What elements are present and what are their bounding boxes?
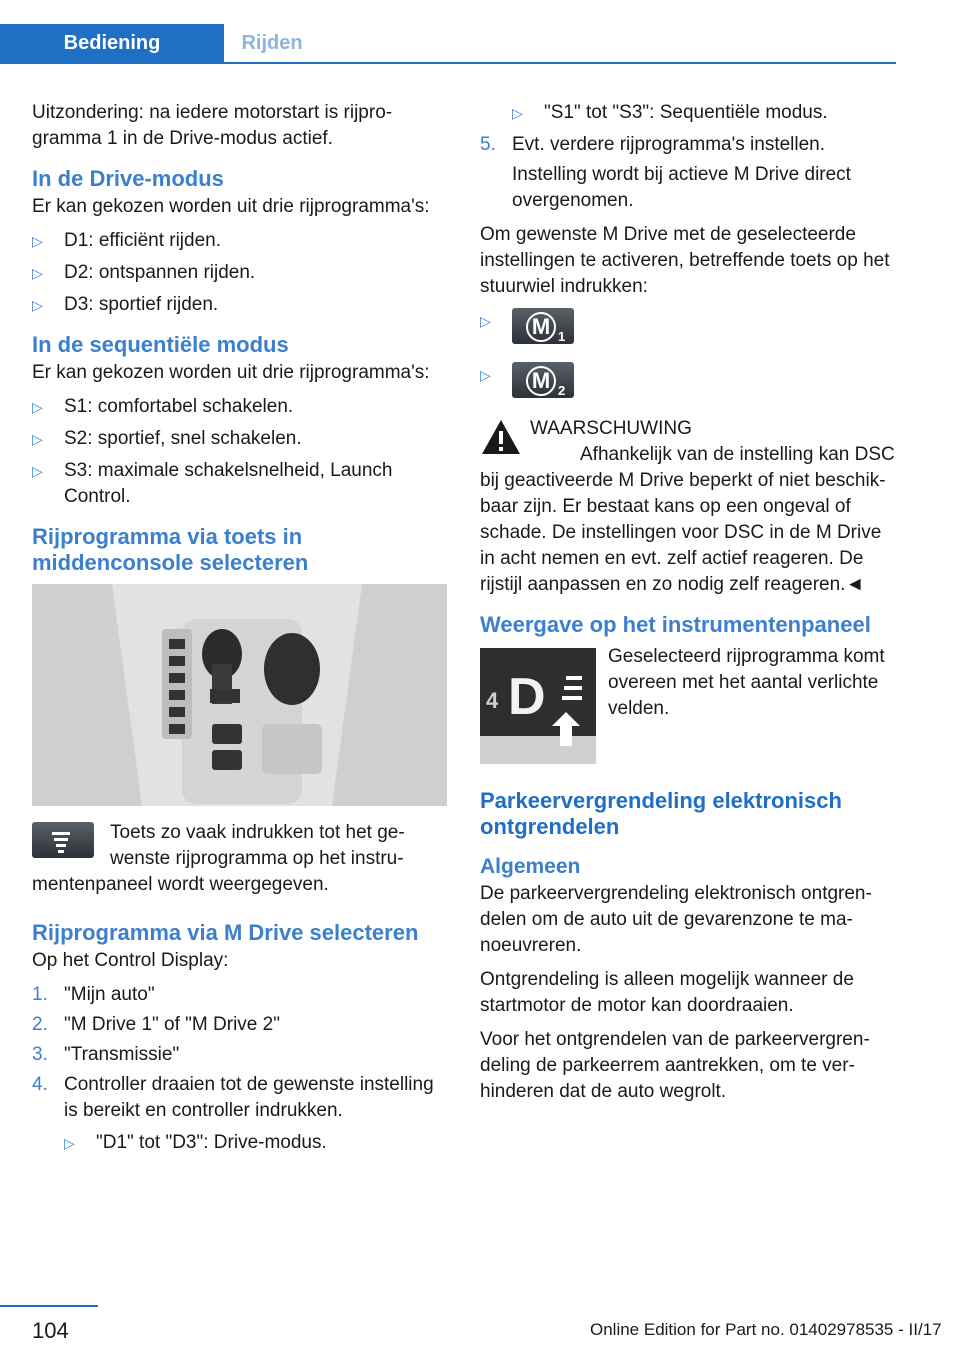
tab-bediening[interactable]: Bediening: [0, 24, 224, 62]
right-column: [480, 100, 898, 1113]
step4-sublist: [64, 1130, 450, 1156]
list-item: 5. Evt. verdere rijprogramma's instellen.: [480, 134, 826, 155]
intro-paragraph: Uitzondering: na iedere motorstart is rijprogramma 1 in de Drive-modus actief.: [32, 102, 393, 149]
drive-list: [32, 228, 450, 318]
center-console-image: [32, 584, 447, 806]
header-tabs: [0, 24, 896, 64]
sequential-heading: In de sequentiële modus: [32, 332, 289, 357]
m-drive-intro: Op het Control Display:: [32, 950, 229, 971]
general-paragraph-2: Ontgrendeling is alleen mogelijk wanneer de startmotor de motor kan doordraaien.: [480, 969, 854, 1016]
drive-heading: In de Drive-modus: [32, 166, 224, 191]
display-row: [480, 644, 898, 772]
drive-mode-button-icon: [32, 822, 94, 858]
m-drive-activate-text: Om gewenste M Drive met de geselecteerde instellingen te activeren, betreffende toets op het stuurwiel indrukken:: [480, 224, 890, 297]
list-item: ▷ "D1" tot "D3": Drive-modus.: [64, 1130, 450, 1156]
page-number: 104: [32, 1318, 69, 1343]
list-item: 2. "M Drive 1" of "M Drive 2": [32, 1014, 280, 1035]
step4-sublist-continued: [480, 100, 898, 126]
triangle-bullet-icon: ▷: [32, 463, 43, 479]
list-item: ▷ "S1" tot "S3": Sequentiële modus.: [512, 100, 898, 126]
m-drive-steps: [32, 982, 450, 1156]
warning-triangle-icon: [480, 418, 522, 456]
triangle-bullet-icon: ▷: [480, 313, 491, 329]
list-item: ▷ S3: maximale schakelsnelheid, Launch Control.: [32, 460, 393, 507]
triangle-bullet-icon: ▷: [32, 399, 43, 415]
triangle-bullet-icon: ▷: [32, 265, 43, 281]
general-paragraph-3: Voor het ontgrendelen van de parkeervergrendeling de parkeerrem aantrekken, om te verhinderen dat de auto wegrolt.: [480, 1029, 870, 1102]
triangle-bullet-icon: ▷: [64, 1135, 75, 1151]
list-item: [480, 308, 898, 356]
list-item: ▷ S2: sportief, snel schakelen.: [32, 426, 450, 452]
list-item: ▷ D2: ontspannen rijden.: [32, 260, 450, 286]
footer-rule: [0, 1305, 98, 1307]
triangle-bullet-icon: ▷: [480, 367, 491, 383]
drive-intro: Er kan gekozen worden uit drie rijprogramma's:: [32, 196, 430, 217]
list-item: 4. Controller draaien tot de gewenste instelling is bereikt en controller indrukken. ▷ "D1" tot "D3": Drive-modus.: [32, 1072, 450, 1156]
general-heading: Algemeen: [480, 855, 581, 878]
svg-text:D: D: [508, 668, 546, 726]
m-drive-heading: Rijprogramma via M Drive selecteren: [32, 920, 419, 945]
console-button-row: [32, 820, 450, 906]
display-text: Geselecteerd rijprogramma komt overeen met het aantal verlichte velden.: [608, 646, 885, 719]
list-item: ▷ S1: comfortabel schakelen.: [32, 394, 450, 420]
display-heading: Weergave op het instrumentenpaneel: [480, 612, 871, 637]
parking-lock-heading: Parkeervergrendeling elektronisch ontgrendelen: [480, 788, 842, 839]
warning-title: WAARSCHUWING: [530, 418, 692, 439]
svg-text:4: 4: [486, 688, 499, 713]
console-text: Toets zo vaak indrukken tot het gewenste rijprogramma op het instrumentenpaneel wordt weergegeven.: [32, 822, 405, 895]
triangle-bullet-icon: ▷: [32, 297, 43, 313]
step5-extra: Instelling wordt bij actieve M Drive direct overgenomen.: [512, 164, 851, 211]
warning-block: [480, 416, 898, 598]
edition-text: Online Edition for Part no. 01402978535 - II/17: [590, 1320, 942, 1339]
warning-text: Afhankelijk van de instelling kan DSC bij geactiveerde M Drive beperkt of niet beschikbaar zijn. Er bestaat kans op een ongeval of schade. De instellingen voor DSC in de M Drive in acht nemen en evt. zelf actief reageren. De rijstijl aanpassen en zo nodig zelf reageren.◄: [480, 444, 895, 595]
sequential-list: [32, 394, 450, 510]
m-button-list: [480, 308, 898, 410]
general-paragraph-1: De parkeervergrendeling elektronisch ontgrendelen om de auto uit de gevarenzone te manoeuvreren.: [480, 883, 872, 956]
console-heading: Rijprogramma via toets in middenconsole selecteren: [32, 524, 309, 575]
list-item: 1. "Mijn auto": [32, 984, 155, 1005]
m1-button-icon: M 1: [512, 308, 574, 344]
instrument-display-image: [480, 648, 596, 764]
triangle-bullet-icon: ▷: [32, 431, 43, 447]
list-item: ▷ D1: efficiënt rijden.: [32, 228, 450, 254]
m2-button-icon: M 2: [512, 362, 574, 398]
sequential-intro: Er kan gekozen worden uit drie rijprogramma's:: [32, 362, 430, 383]
triangle-bullet-icon: ▷: [32, 233, 43, 249]
list-item: [480, 362, 898, 410]
left-column: [32, 100, 450, 1164]
tab-rijden[interactable]: Rijden: [241, 32, 303, 54]
list-item: 3. "Transmissie": [32, 1044, 180, 1065]
triangle-bullet-icon: ▷: [512, 105, 523, 121]
m-drive-steps-continued: [480, 132, 898, 158]
list-item: ▷ D3: sportief rijden.: [32, 292, 450, 318]
